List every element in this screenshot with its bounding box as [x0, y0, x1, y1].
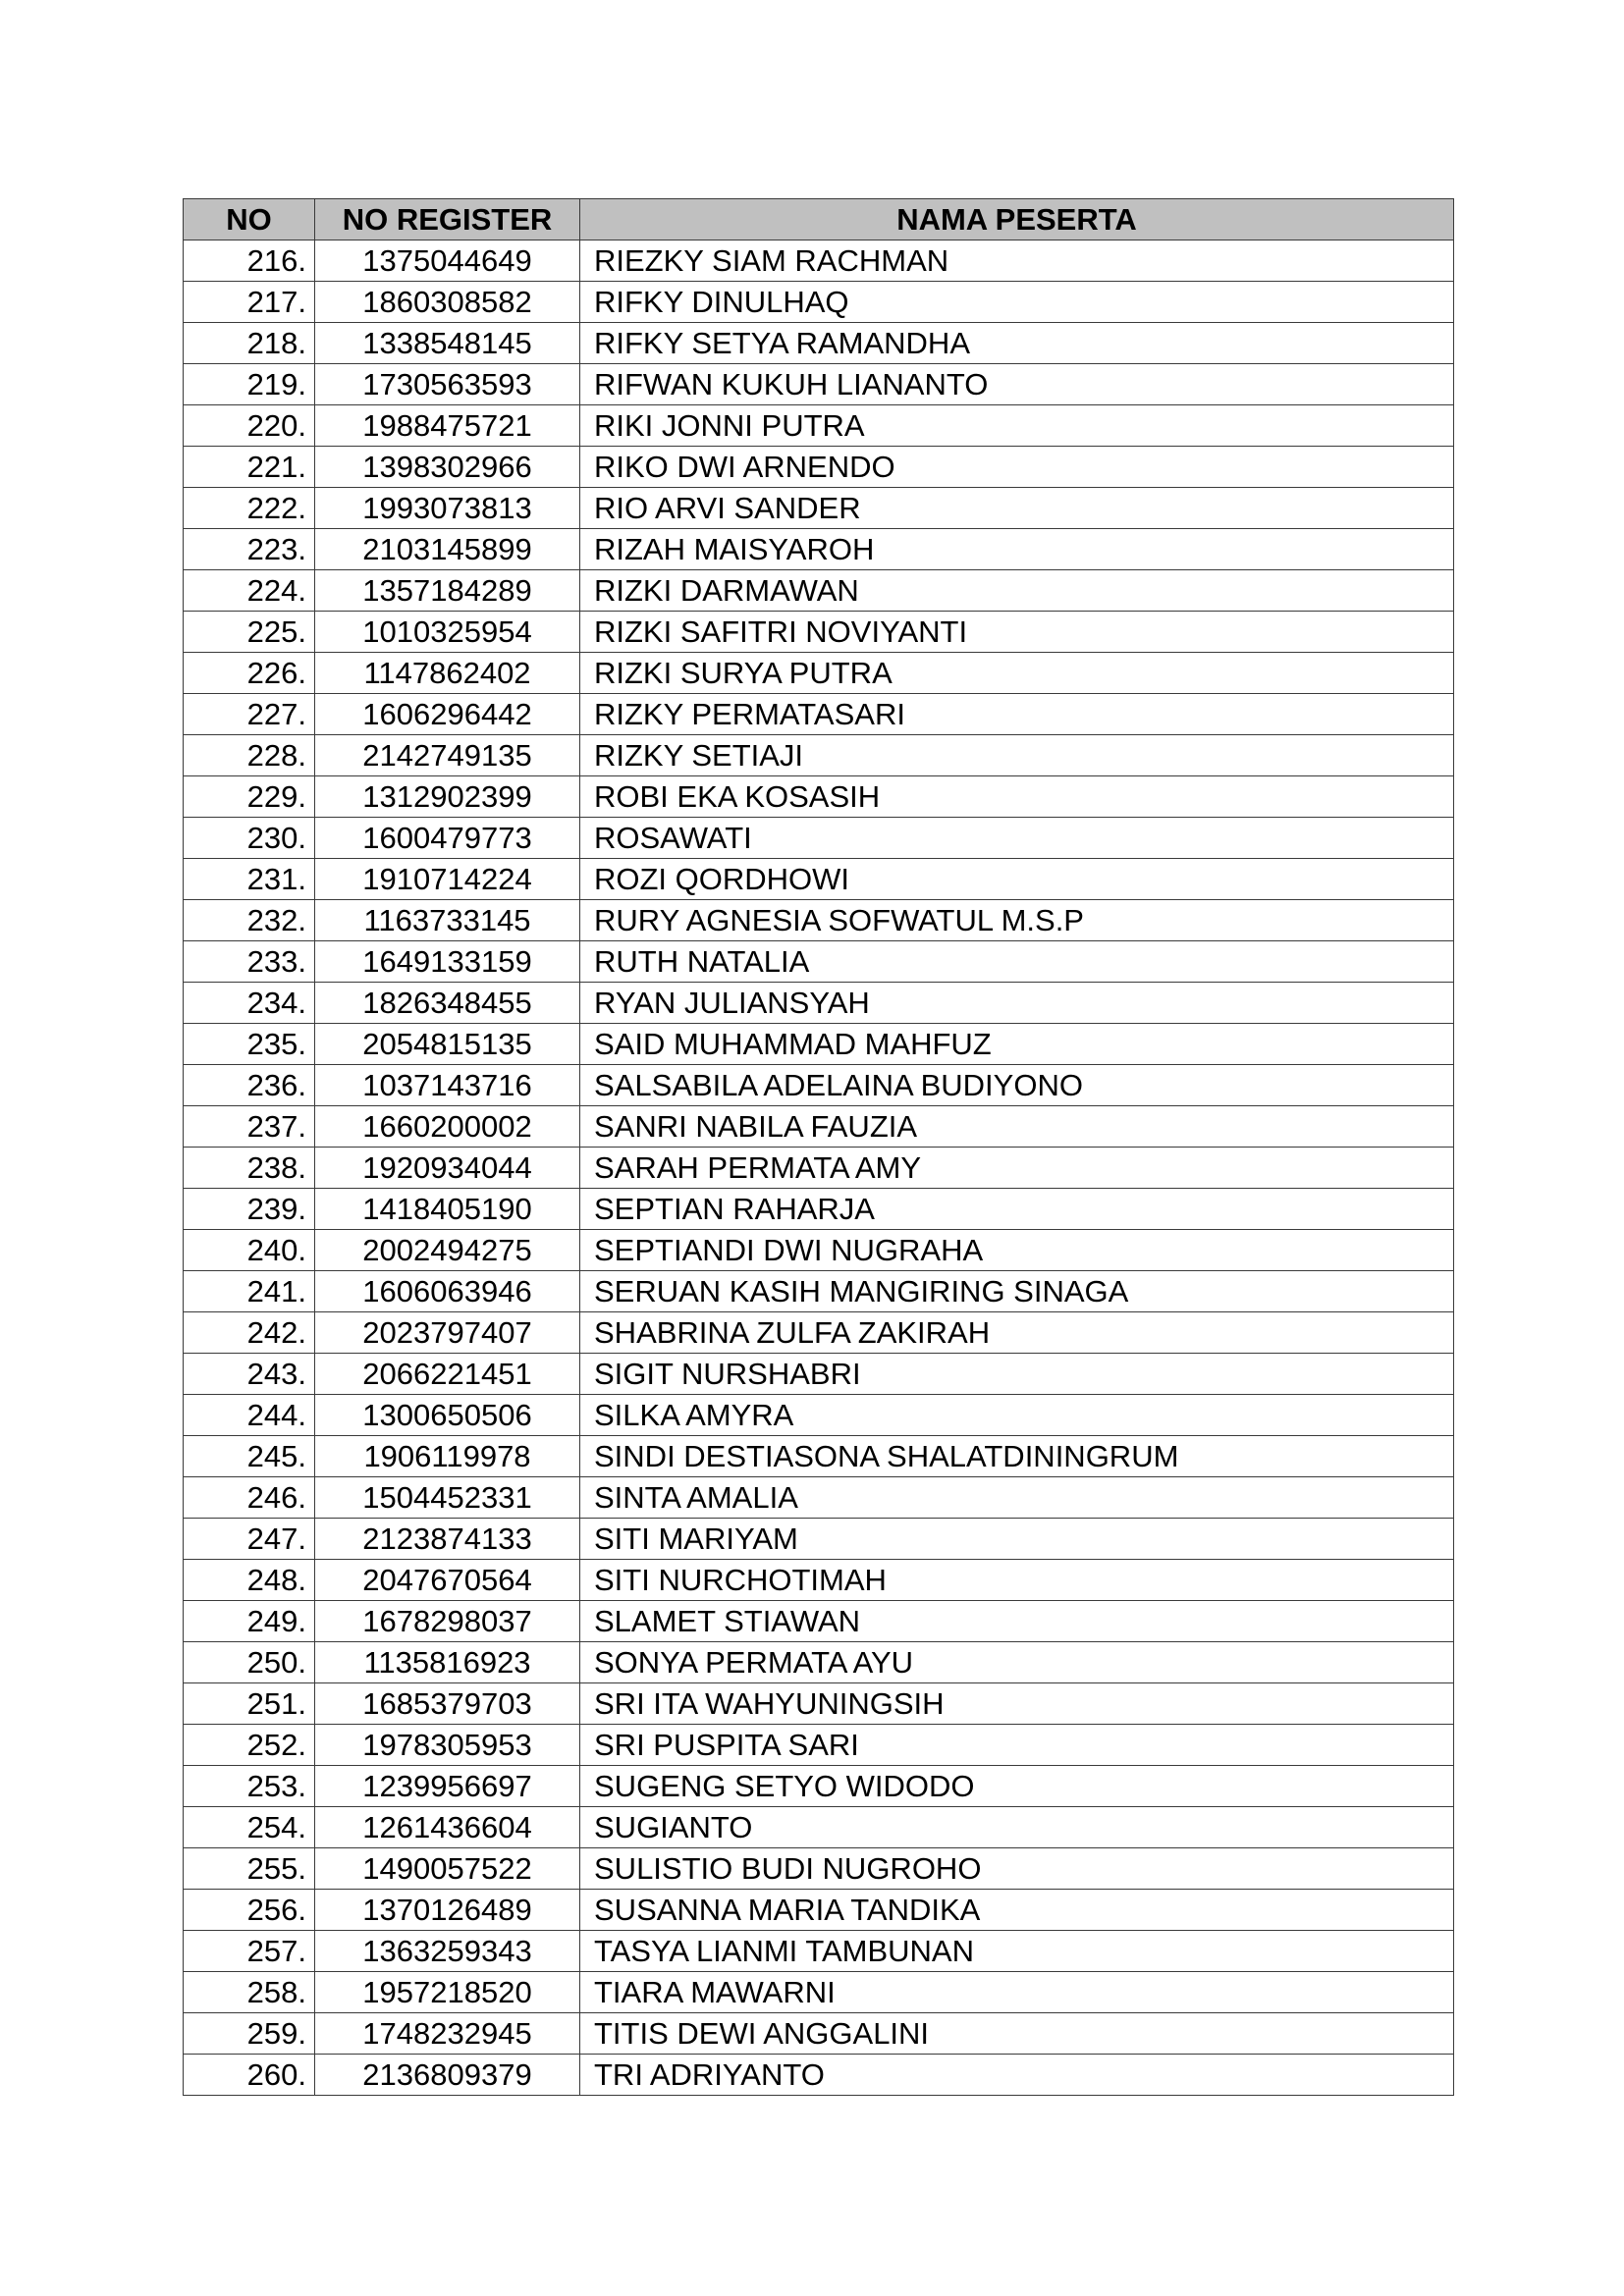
- register-number: 1418405190: [315, 1189, 580, 1230]
- table-row: [184, 1848, 1454, 1890]
- register-number: 1357184289: [315, 570, 580, 612]
- row-number: 225.: [184, 612, 315, 653]
- row-number: 243.: [184, 1354, 315, 1395]
- row-number: 220.: [184, 405, 315, 447]
- table-row: [184, 1106, 1454, 1148]
- register-number: 1338548145: [315, 323, 580, 364]
- table-row: [184, 694, 1454, 735]
- register-number: 1363259343: [315, 1931, 580, 1972]
- table-row: [184, 1354, 1454, 1395]
- participant-name: TITIS DEWI ANGGALINI: [580, 2013, 1454, 2055]
- register-number: 1163733145: [315, 900, 580, 941]
- row-number: 219.: [184, 364, 315, 405]
- participant-name: ROBI EKA KOSASIH: [580, 776, 1454, 818]
- table-row: [184, 1148, 1454, 1189]
- row-number: 227.: [184, 694, 315, 735]
- register-number: 1398302966: [315, 447, 580, 488]
- row-number: 260.: [184, 2055, 315, 2096]
- table-row: [184, 2013, 1454, 2055]
- participant-name: TRI ADRIYANTO: [580, 2055, 1454, 2096]
- register-number: 1504452331: [315, 1477, 580, 1519]
- table-row: [184, 983, 1454, 1024]
- table-row: [184, 612, 1454, 653]
- row-number: 218.: [184, 323, 315, 364]
- table-row: [184, 1519, 1454, 1560]
- table-row: [184, 1395, 1454, 1436]
- register-number: 1978305953: [315, 1725, 580, 1766]
- participants-table: [183, 198, 1454, 2096]
- participant-name: RIZKI SAFITRI NOVIYANTI: [580, 612, 1454, 653]
- register-number: 1010325954: [315, 612, 580, 653]
- register-number: 1957218520: [315, 1972, 580, 2013]
- row-number: 256.: [184, 1890, 315, 1931]
- register-number: 1660200002: [315, 1106, 580, 1148]
- row-number: 231.: [184, 859, 315, 900]
- participant-name: SUGIANTO: [580, 1807, 1454, 1848]
- participant-name: SUSANNA MARIA TANDIKA: [580, 1890, 1454, 1931]
- table-row: [184, 1601, 1454, 1642]
- table-row: [184, 1271, 1454, 1312]
- table-row: [184, 859, 1454, 900]
- register-number: 1312902399: [315, 776, 580, 818]
- table-row: [184, 1230, 1454, 1271]
- row-number: 222.: [184, 488, 315, 529]
- register-number: 1147862402: [315, 653, 580, 694]
- table-body: [184, 240, 1454, 2096]
- table-row: [184, 1931, 1454, 1972]
- table-row: [184, 364, 1454, 405]
- table-header: [184, 199, 1454, 240]
- row-number: 229.: [184, 776, 315, 818]
- participant-name: RYAN JULIANSYAH: [580, 983, 1454, 1024]
- row-number: 242.: [184, 1312, 315, 1354]
- register-number: 2047670564: [315, 1560, 580, 1601]
- register-number: 2103145899: [315, 529, 580, 570]
- register-number: 1300650506: [315, 1395, 580, 1436]
- register-number: 1678298037: [315, 1601, 580, 1642]
- register-number: 1906119978: [315, 1436, 580, 1477]
- participant-name: ROSAWATI: [580, 818, 1454, 859]
- table-row: [184, 405, 1454, 447]
- row-number: 239.: [184, 1189, 315, 1230]
- register-number: 1037143716: [315, 1065, 580, 1106]
- register-number: 1135816923: [315, 1642, 580, 1683]
- register-number: 1748232945: [315, 2013, 580, 2055]
- register-number: 1920934044: [315, 1148, 580, 1189]
- row-number: 226.: [184, 653, 315, 694]
- table-row: [184, 323, 1454, 364]
- table-row: [184, 488, 1454, 529]
- register-number: 1606063946: [315, 1271, 580, 1312]
- participant-name: RIFKY SETYA RAMANDHA: [580, 323, 1454, 364]
- register-number: 1370126489: [315, 1890, 580, 1931]
- table-row: [184, 818, 1454, 859]
- register-number: 1910714224: [315, 859, 580, 900]
- participant-name: SEPTIAN RAHARJA: [580, 1189, 1454, 1230]
- participant-name: SRI PUSPITA SARI: [580, 1725, 1454, 1766]
- table-row: [184, 570, 1454, 612]
- row-number: 232.: [184, 900, 315, 941]
- participant-name: RIKI JONNI PUTRA: [580, 405, 1454, 447]
- participant-name: SONYA PERMATA AYU: [580, 1642, 1454, 1683]
- participant-name: TIARA MAWARNI: [580, 1972, 1454, 2013]
- register-number: 1685379703: [315, 1683, 580, 1725]
- header-no: NO: [184, 199, 315, 240]
- participant-name: SILKA AMYRA: [580, 1395, 1454, 1436]
- participant-name: SITI NURCHOTIMAH: [580, 1560, 1454, 1601]
- register-number: 1261436604: [315, 1807, 580, 1848]
- header-name: NAMA PESERTA: [580, 199, 1454, 240]
- table-row: [184, 2055, 1454, 2096]
- row-number: 241.: [184, 1271, 315, 1312]
- table-row: [184, 447, 1454, 488]
- table-row: [184, 240, 1454, 282]
- row-number: 258.: [184, 1972, 315, 2013]
- row-number: 238.: [184, 1148, 315, 1189]
- row-number: 247.: [184, 1519, 315, 1560]
- table-row: [184, 1725, 1454, 1766]
- register-number: 2142749135: [315, 735, 580, 776]
- table-row: [184, 1312, 1454, 1354]
- participant-name: SINDI DESTIASONA SHALATDININGRUM: [580, 1436, 1454, 1477]
- table-row: [184, 529, 1454, 570]
- table-row: [184, 1683, 1454, 1725]
- register-number: 1239956697: [315, 1766, 580, 1807]
- table-row: [184, 653, 1454, 694]
- table-row: [184, 776, 1454, 818]
- register-number: 2123874133: [315, 1519, 580, 1560]
- row-number: 235.: [184, 1024, 315, 1065]
- participant-name: SARAH PERMATA AMY: [580, 1148, 1454, 1189]
- row-number: 246.: [184, 1477, 315, 1519]
- participant-name: SULISTIO BUDI NUGROHO: [580, 1848, 1454, 1890]
- table-row: [184, 1189, 1454, 1230]
- row-number: 223.: [184, 529, 315, 570]
- participant-name: RIFWAN KUKUH LIANANTO: [580, 364, 1454, 405]
- table-row: [184, 735, 1454, 776]
- participant-name: RIZKI SURYA PUTRA: [580, 653, 1454, 694]
- register-number: 1606296442: [315, 694, 580, 735]
- table-row: [184, 282, 1454, 323]
- participant-name: RIZAH MAISYAROH: [580, 529, 1454, 570]
- register-number: 2054815135: [315, 1024, 580, 1065]
- register-number: 2023797407: [315, 1312, 580, 1354]
- participant-name: SHABRINA ZULFA ZAKIRAH: [580, 1312, 1454, 1354]
- table-row: [184, 1436, 1454, 1477]
- register-number: 2066221451: [315, 1354, 580, 1395]
- register-number: 1988475721: [315, 405, 580, 447]
- table-row: [184, 1560, 1454, 1601]
- row-number: 255.: [184, 1848, 315, 1890]
- table-row: [184, 1972, 1454, 2013]
- row-number: 244.: [184, 1395, 315, 1436]
- participant-name: RIKO DWI ARNENDO: [580, 447, 1454, 488]
- register-number: 1375044649: [315, 240, 580, 282]
- participant-name: RIZKI DARMAWAN: [580, 570, 1454, 612]
- participant-name: SITI MARIYAM: [580, 1519, 1454, 1560]
- register-number: 1490057522: [315, 1848, 580, 1890]
- participant-name: SALSABILA ADELAINA BUDIYONO: [580, 1065, 1454, 1106]
- table-row: [184, 1890, 1454, 1931]
- row-number: 236.: [184, 1065, 315, 1106]
- table-row: [184, 941, 1454, 983]
- table-row: [184, 1807, 1454, 1848]
- row-number: 216.: [184, 240, 315, 282]
- participant-name: RURY AGNESIA SOFWATUL M.S.P: [580, 900, 1454, 941]
- participant-name: SINTA AMALIA: [580, 1477, 1454, 1519]
- register-number: 1860308582: [315, 282, 580, 323]
- register-number: 1649133159: [315, 941, 580, 983]
- table-row: [184, 1024, 1454, 1065]
- register-number: 1730563593: [315, 364, 580, 405]
- row-number: 230.: [184, 818, 315, 859]
- participant-name: ROZI QORDHOWI: [580, 859, 1454, 900]
- row-number: 257.: [184, 1931, 315, 1972]
- participant-name: RUTH NATALIA: [580, 941, 1454, 983]
- row-number: 233.: [184, 941, 315, 983]
- participant-name: RIZKY PERMATASARI: [580, 694, 1454, 735]
- header-register: NO REGISTER: [315, 199, 580, 240]
- participant-name: SANRI NABILA FAUZIA: [580, 1106, 1454, 1148]
- row-number: 259.: [184, 2013, 315, 2055]
- row-number: 240.: [184, 1230, 315, 1271]
- register-number: 1600479773: [315, 818, 580, 859]
- row-number: 248.: [184, 1560, 315, 1601]
- row-number: 245.: [184, 1436, 315, 1477]
- register-number: 1993073813: [315, 488, 580, 529]
- table-row: [184, 900, 1454, 941]
- register-number: 2136809379: [315, 2055, 580, 2096]
- row-number: 250.: [184, 1642, 315, 1683]
- header-row: [184, 199, 1454, 240]
- participant-name: RIO ARVI SANDER: [580, 488, 1454, 529]
- row-number: 252.: [184, 1725, 315, 1766]
- row-number: 254.: [184, 1807, 315, 1848]
- participant-name: RIFKY DINULHAQ: [580, 282, 1454, 323]
- table-row: [184, 1642, 1454, 1683]
- row-number: 221.: [184, 447, 315, 488]
- table-row: [184, 1766, 1454, 1807]
- participant-name: TASYA LIANMI TAMBUNAN: [580, 1931, 1454, 1972]
- row-number: 217.: [184, 282, 315, 323]
- row-number: 234.: [184, 983, 315, 1024]
- row-number: 237.: [184, 1106, 315, 1148]
- participant-name: SRI ITA WAHYUNINGSIH: [580, 1683, 1454, 1725]
- row-number: 224.: [184, 570, 315, 612]
- row-number: 249.: [184, 1601, 315, 1642]
- participant-name: SIGIT NURSHABRI: [580, 1354, 1454, 1395]
- table-row: [184, 1477, 1454, 1519]
- participant-name: SAID MUHAMMAD MAHFUZ: [580, 1024, 1454, 1065]
- row-number: 251.: [184, 1683, 315, 1725]
- participant-name: SERUAN KASIH MANGIRING SINAGA: [580, 1271, 1454, 1312]
- register-number: 2002494275: [315, 1230, 580, 1271]
- table-row: [184, 1065, 1454, 1106]
- participant-name: RIZKY SETIAJI: [580, 735, 1454, 776]
- participant-name: SEPTIANDI DWI NUGRAHA: [580, 1230, 1454, 1271]
- register-number: 1826348455: [315, 983, 580, 1024]
- row-number: 228.: [184, 735, 315, 776]
- participant-name: SUGENG SETYO WIDODO: [580, 1766, 1454, 1807]
- participant-name: RIEZKY SIAM RACHMAN: [580, 240, 1454, 282]
- participant-name: SLAMET STIAWAN: [580, 1601, 1454, 1642]
- row-number: 253.: [184, 1766, 315, 1807]
